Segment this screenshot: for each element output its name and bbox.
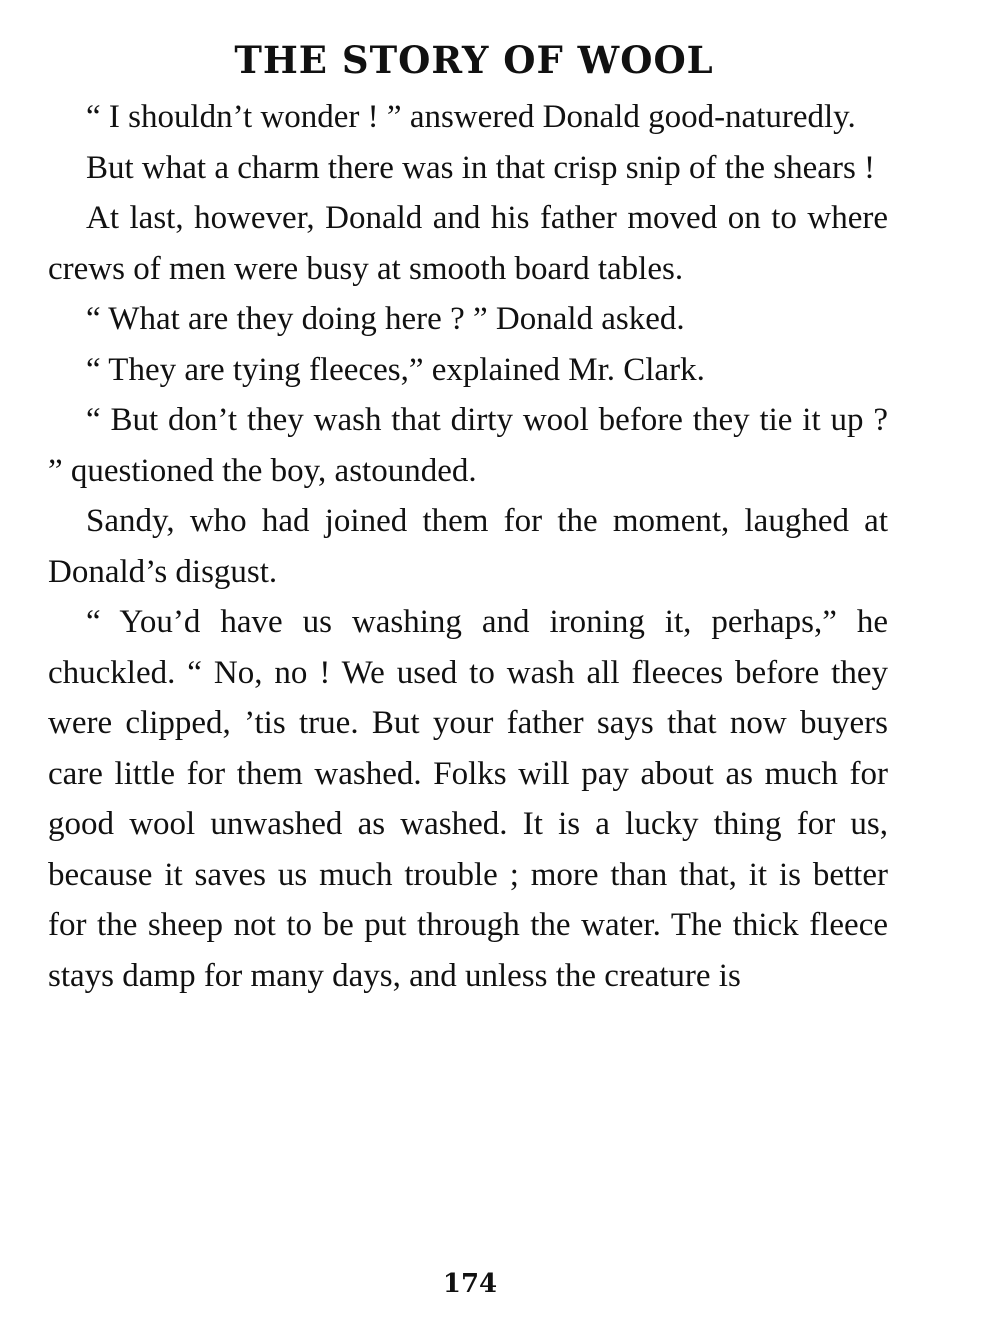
paragraph-4: “ What are they doing here ? ” Donald asked. [86, 301, 685, 337]
page-number: 174 [442, 1269, 498, 1299]
paragraph-6: “ But don’t they wash that dirty wool before they tie it up ? ” questioned the boy, astounded. [48, 402, 888, 489]
paragraph-1: “ I shouldn’t wonder ! ” answered Donald good-naturedly. [86, 99, 856, 135]
paragraph-2: But what a charm there was in that crisp snip of the shears ! [86, 149, 876, 186]
paragraph-7: Sandy, who had joined them for the moment, laughed at Donald’s disgust. [48, 503, 888, 590]
paragraph-8: “ You’d have us washing and ironing it, perhaps,” he chuckled. “ No, no ! We used to wash all fleeces before they were clipped, ’tis true. But your father says that now buyers care little for them washed. Folks will pay about as much for good wool unwashed as washed. It is a lucky thing for us, because it saves us much trouble ; more than that, it is better for the sheep not to be put through the water. The thick fleece stays damp for many days, and unless the creature is [48, 604, 888, 994]
book-page [48, 36, 888, 1001]
paragraph-3: At last, however, Donald and his father moved on to where crews of men were busy at smooth board tables. [48, 200, 888, 287]
paragraph-5: “ They are tying fleeces,” explained Mr. Clark. [86, 351, 705, 388]
body-text [48, 92, 888, 1001]
running-head: THE STORY OF WOOL [234, 38, 714, 82]
